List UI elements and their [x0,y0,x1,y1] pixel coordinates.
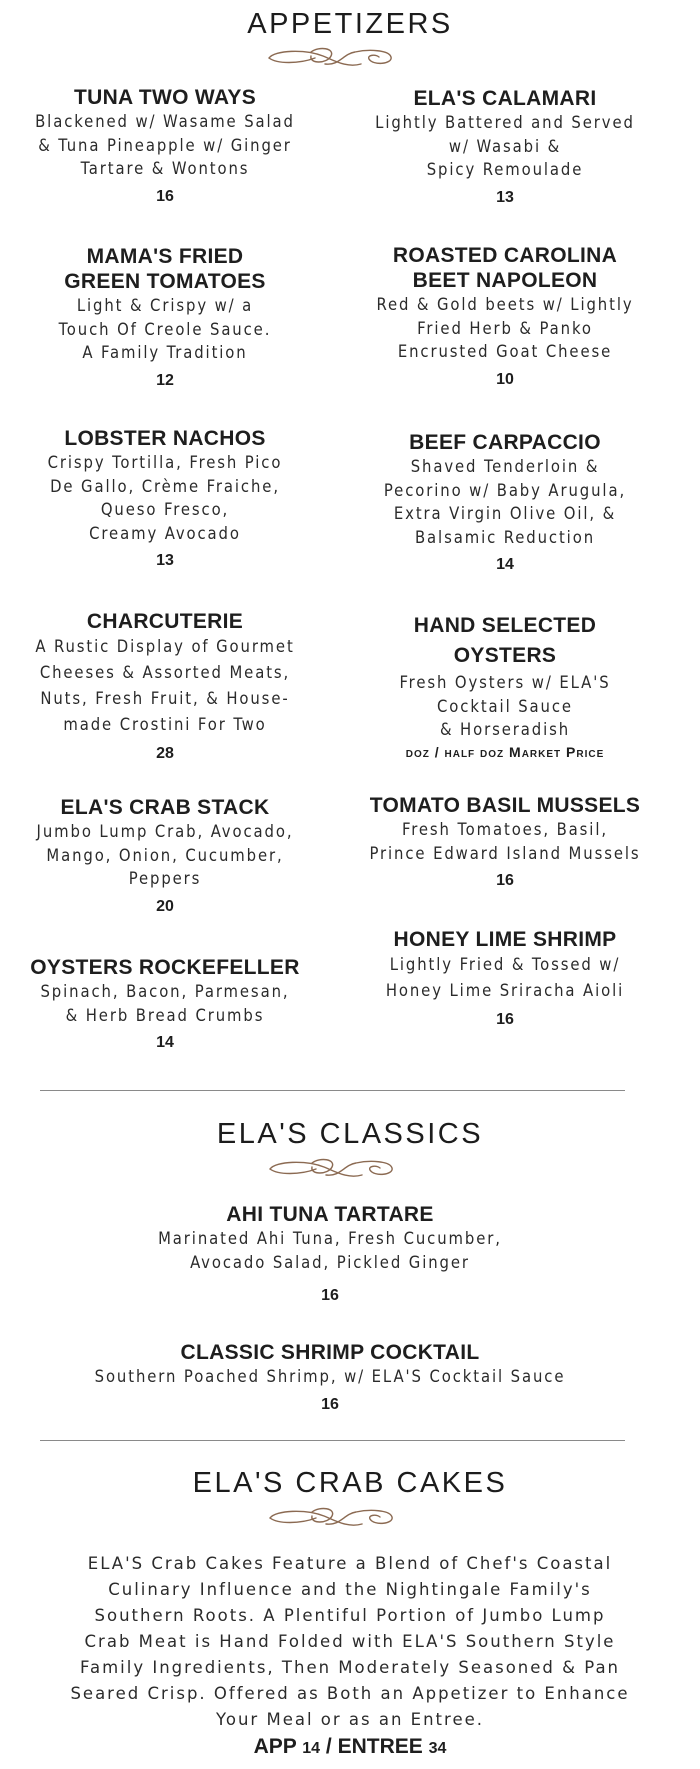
item-price: doz / half doz Market Price [405,743,605,760]
item-name: LOBSTER NACHOS [64,427,266,450]
item-description: Shaved Tenderloin & Pecorino w/ Baby Arugula, Extra Virgin Olive Oil, & Balsamic Reduction [383,457,627,547]
item-price: 10 [496,370,514,388]
item-name: BEEF CARPACCIO [409,431,601,454]
app-price: 14 [302,1740,321,1757]
section-title-appetizers: APPETIZERS [247,8,453,40]
section-title-classics: ELA'S CLASSICS [216,1118,484,1150]
menu-item-oysters-rockefeller [0,955,330,1052]
item-price: 16 [321,1287,339,1304]
menu-item-tuna-two-ways [0,85,330,206]
menu-item-ahi-tuna-tartare [0,1202,660,1305]
item-price: 12 [156,371,174,389]
section-title-crab-cakes: ELA'S CRAB CAKES [192,1467,508,1499]
item-description: Fresh Tomatoes, Basil, Prince Edward Island Mussels [369,820,641,863]
item-name: TUNA TWO WAYS [73,86,256,109]
section-divider [40,1090,625,1091]
item-price: 13 [496,188,514,206]
menu-item-roasted-carolina-beet-napoleon [335,243,675,389]
item-name: HONEY LIME SHRIMP [393,928,617,951]
item-name: ELA'S CALAMARI [413,87,597,110]
item-price: 14 [156,1034,174,1051]
item-price: 14 [496,556,514,573]
crab-cakes-price [0,1735,700,1759]
entree-price: 34 [428,1740,447,1757]
item-description: Lightly Battered and Served w/ Wasabi & Spicy Remoulade [375,113,635,179]
app-label: APP [253,1735,297,1758]
item-name: HAND SELECTED OYSTERS [413,614,597,667]
menu-item-charcuterie [0,609,330,763]
item-price: 16 [156,187,174,205]
item-price: 13 [156,552,174,569]
item-description: Spinach, Bacon, Parmesan, & Herb Bread Crumbs [40,982,290,1025]
item-description: Southern Poached Shrimp, w/ ELA'S Cocktail Sauce [94,1367,566,1386]
menu-item-beef-carpaccio [335,430,675,574]
section-divider [40,1440,625,1441]
item-price: 16 [321,1395,339,1413]
item-description: Crispy Tortilla, Fresh Pico De Gallo, Crème Fraiche, Queso Fresco, Creamy Avocado [47,453,283,543]
item-description: Marinated Ahi Tuna, Fresh Cucumber, Avocado Salad, Pickled Ginger [158,1229,502,1272]
item-price: 28 [156,745,174,762]
menu-item-mamas-fried-green-tomatoes [0,244,330,390]
item-name: ELA'S CRAB STACK [60,796,270,819]
item-description: Lightly Fried & Tossed w/ Honey Lime Sriracha Aioli [385,955,625,1000]
flourish-icon [266,1155,396,1181]
item-description: Blackened w/ Wasame Salad & Tuna Pineapple w/ Ginger Tartare & Wontons [35,112,295,178]
item-description: Red & Gold beets w/ Lightly Fried Herb & Panko Encrusted Goat Cheese [376,295,634,361]
item-name: OYSTERS ROCKEFELLER [30,956,300,979]
item-description: Jumbo Lump Crab, Avocado, Mango, Onion, Cucumber, Peppers [36,822,294,888]
item-description: A Rustic Display of Gourmet Cheeses & Assorted Meats, Nuts, Fresh Fruit, & House- made Crostini For Two [35,637,295,734]
entree-label: ENTREE [337,1735,423,1758]
item-price: 16 [496,872,514,889]
menu-item-classic-shrimp-cocktail [0,1340,660,1414]
item-name: TOMATO BASIL MUSSELS [369,794,641,817]
item-name: CHARCUTERIE [86,610,244,633]
price-separator: / [325,1735,332,1758]
item-description: Fresh Oysters w/ ELA'S Cocktail Sauce & Horseradish [399,673,611,739]
item-name: ROASTED CAROLINA BEET NAPOLEON [392,244,618,292]
item-name: AHI TUNA TARTARE [226,1203,434,1226]
crab-cakes-description: ELA'S Crab Cakes Feature a Blend of Chef's Coastal Culinary Influence and the Nightingale Family's Southern Roots. A Plentiful Portion of Jumbo Lump Crab Meat is Hand Folded with ELA'S Southern Style Family Ingredients, Then Moderately Seasoned & Pan Seared Crisp. Offered as Both an Appetizer to Enhance Your Meal or as an Entree. [70,1554,630,1729]
item-name: MAMA'S FRIED GREEN TOMATOES [64,245,266,293]
menu-item-elas-crab-stack [0,795,330,916]
item-price: 20 [156,897,174,915]
menu-item-honey-lime-shrimp [335,927,675,1029]
menu-item-tomato-basil-mussels [335,793,675,890]
menu-item-hand-selected-oysters [335,611,675,760]
menu-item-lobster-nachos [0,426,330,570]
flourish-icon [266,1504,396,1530]
item-description: Light & Crispy w/ a Touch Of Creole Sauce. A Family Tradition [58,296,272,362]
item-price: 16 [496,1011,514,1028]
item-name: CLASSIC SHRIMP COCKTAIL [180,1341,480,1364]
menu-item-elas-calamari [335,86,675,207]
flourish-icon [265,44,395,70]
